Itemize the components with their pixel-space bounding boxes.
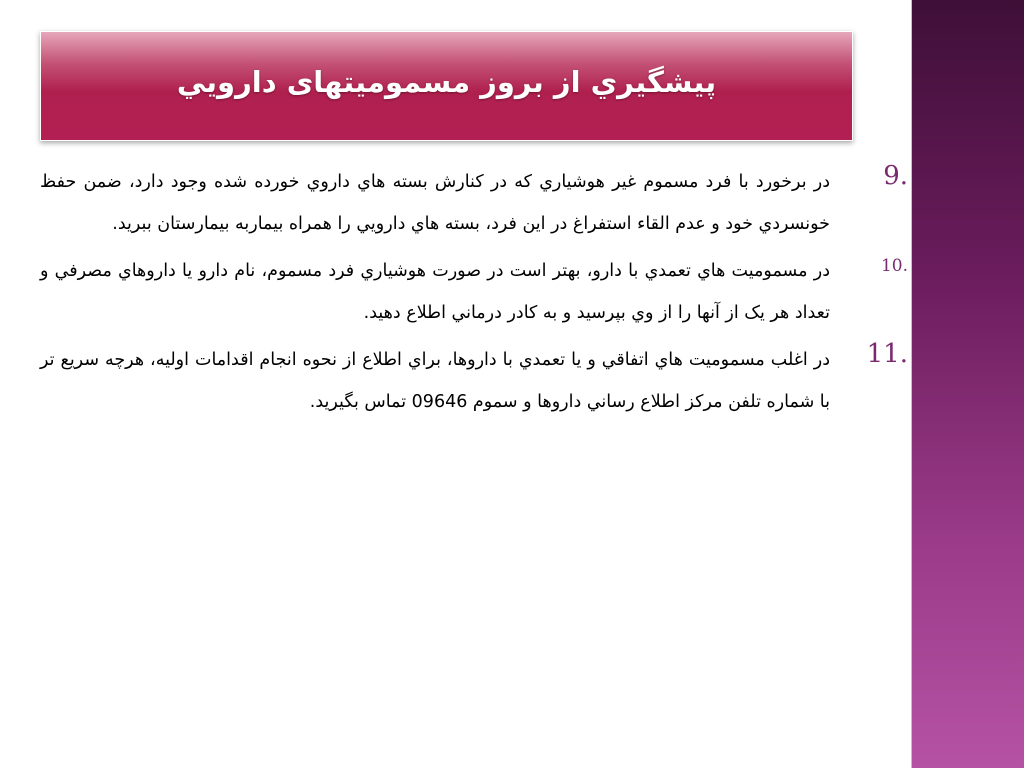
list-item-9 — [40, 161, 908, 245]
item-number: 11. — [866, 339, 908, 369]
list-item-11 — [40, 339, 908, 423]
decorative-side-band — [911, 0, 1024, 768]
list-item-10 — [40, 250, 908, 334]
slide-title: پيشگيري از بروز مسموميتهای دارويي — [176, 65, 717, 99]
item-text: در مسموميت هاي تعمدي با دارو، بهتر است در صورت هوشياري فرد مسموم، نام دارو يا داروهاي مصرفي و تعداد هر يک از آنها را از وي بپرسيد و به کادر درماني اطلاع دهيد. — [40, 261, 830, 323]
item-text: در برخورد با فرد مسموم غير هوشياري که در کنارش بسته هاي داروي خورده شده وجود دارد، ضمن حفظ خونسردي خود و عدم القاء استفراغ در اين فرد، بسته هاي دارويي را همراه بيماربه بيمارستان ببريد. — [40, 172, 830, 234]
item-number: 9. — [883, 161, 908, 191]
item-number: 10. — [880, 256, 908, 276]
content-list — [40, 161, 908, 721]
item-text: در اغلب مسموميت هاي اتفاقي و يا تعمدي با داروها، براي اطلاع از نحوه انجام اقدامات اوليه، هرچه سريع تر با شماره تلفن مرکز اطلاع رساني داروها و سموم 09646 تماس بگيريد. — [40, 350, 830, 412]
title-bar — [40, 31, 853, 141]
